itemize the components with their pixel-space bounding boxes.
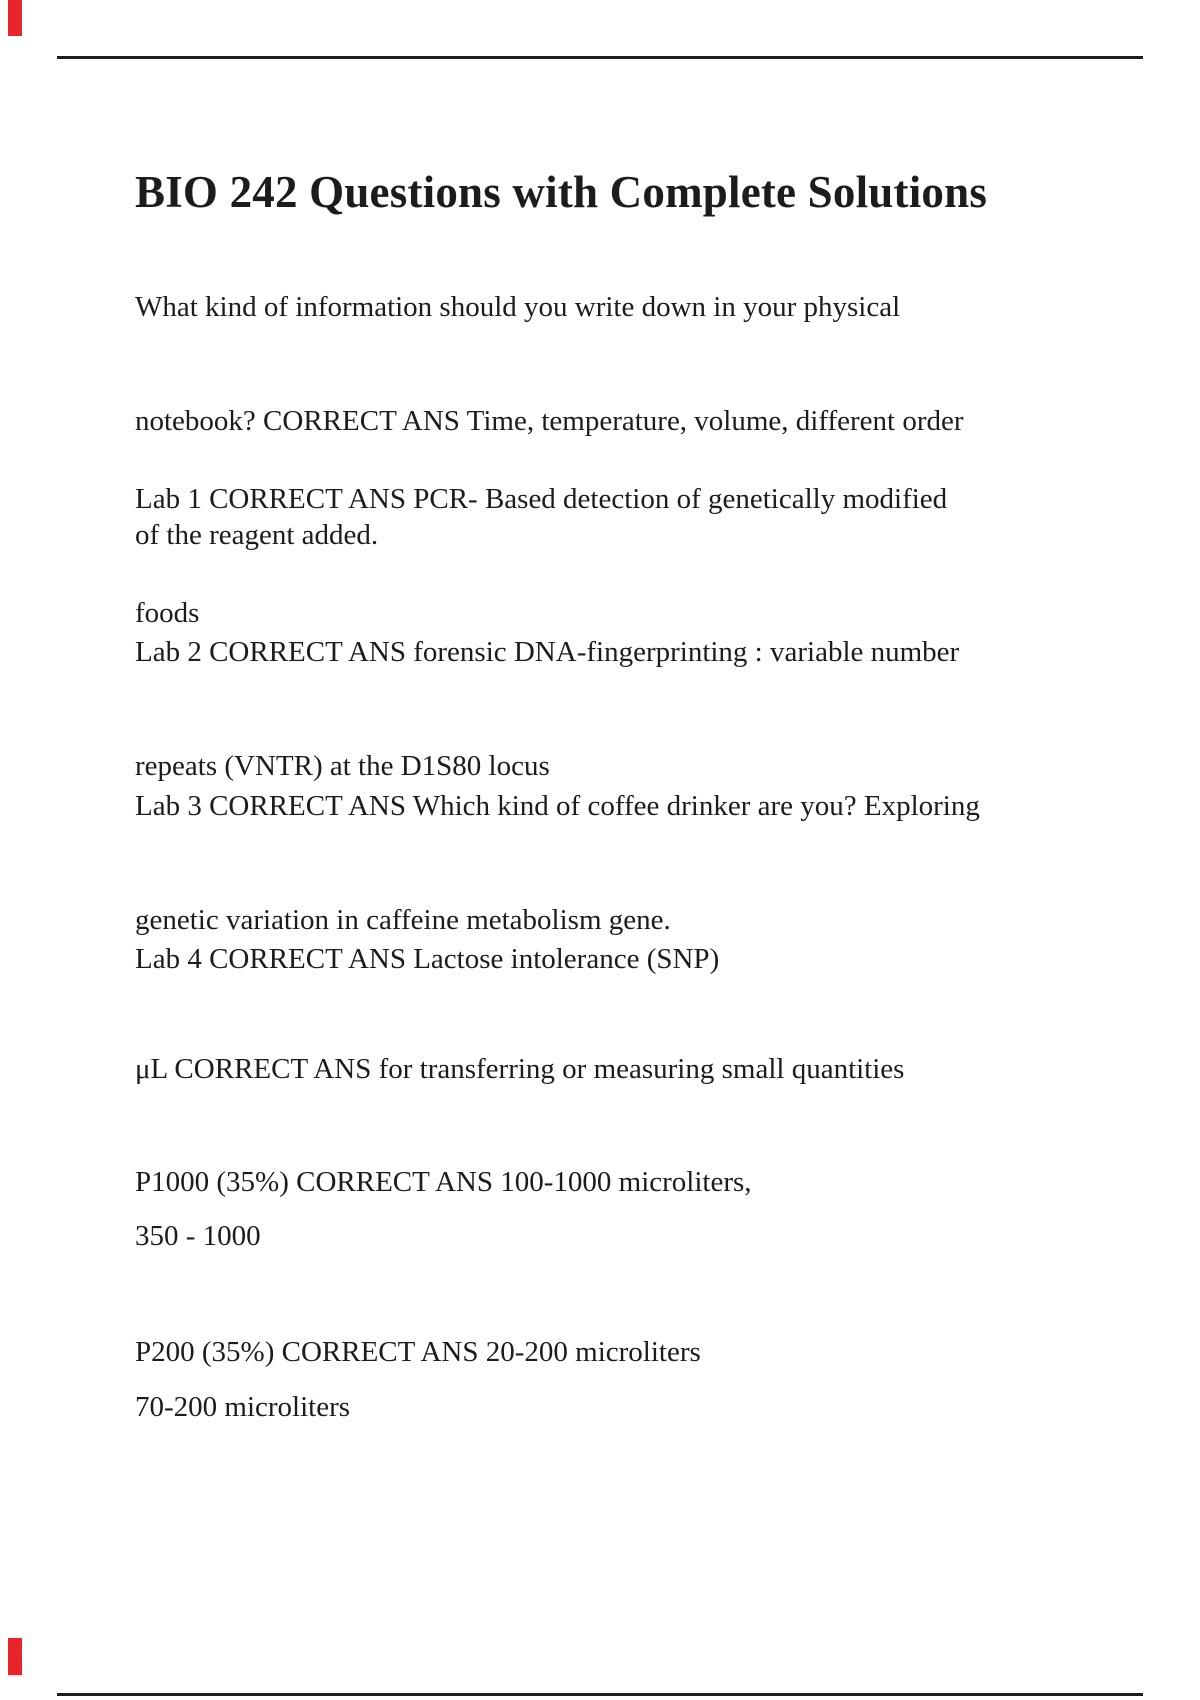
bottom-divider [57, 1693, 1143, 1696]
text-line: 350 - 1000 [135, 1220, 261, 1252]
text-line: What kind of information should you write down in your physical [135, 291, 901, 323]
page-title: BIO 242 Questions with Complete Solutions [135, 167, 988, 218]
text-line: Lab 4 CORRECT ANS Lactose intolerance (SNP) [135, 943, 720, 975]
top-divider [57, 56, 1143, 59]
text-line: Lab 1 CORRECT ANS PCR- Based detection of genetically modified [135, 483, 948, 515]
text-line: repeats (VNTR) at the D1S80 locus [135, 750, 550, 782]
text-line: P200 (35%) CORRECT ANS 20-200 microliters [135, 1336, 701, 1368]
text-line: μL CORRECT ANS for transferring or measuring small quantities [135, 1053, 905, 1085]
text-line: genetic variation in caffeine metabolism gene. [135, 904, 671, 936]
text-line: Lab 2 CORRECT ANS forensic DNA-fingerprinting : variable number [135, 636, 960, 668]
text-line: of the reagent added. [135, 519, 379, 551]
text-line: Lab 3 CORRECT ANS Which kind of coffee drinker are you? Exploring [135, 790, 980, 822]
text-line: foods [135, 597, 200, 629]
text-line: P1000 (35%) CORRECT ANS 100-1000 microliters, [135, 1166, 752, 1198]
red-edge-mark-bottom [8, 1638, 22, 1675]
qa-paragraph-p200-range [135, 1312, 350, 1502]
red-edge-mark-top [8, 0, 22, 36]
text-line: 70-200 microliters [135, 1391, 351, 1423]
text-line: notebook? CORRECT ANS Time, temperature, volume, different order [135, 405, 964, 437]
